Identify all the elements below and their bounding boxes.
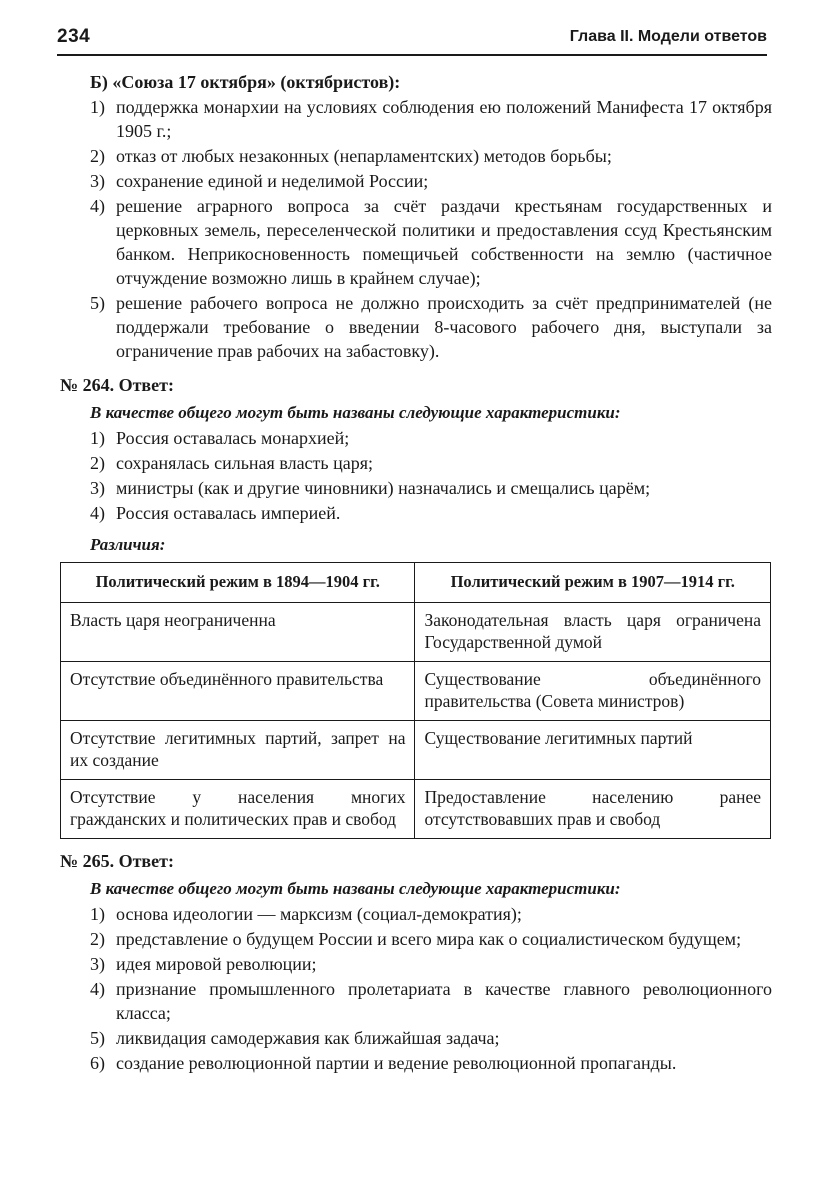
- list-item: [60, 426, 772, 450]
- table-cell: Отсутствие легитимных партий, запрет на их создание: [61, 721, 415, 780]
- item-number: 1): [90, 904, 105, 924]
- table-cell: Отсутствие у населения многих гражданских и политических прав и свобод: [61, 780, 415, 839]
- list-item: [60, 902, 772, 926]
- item-text: сохранение единой и неделимой России;: [116, 171, 429, 191]
- section-b-list: [60, 95, 772, 363]
- list-item: [60, 952, 772, 976]
- item-number: 3): [90, 171, 105, 191]
- list-item: [60, 1026, 772, 1050]
- section-b-heading: Б) «Союза 17 октября» (октябристов):: [90, 72, 401, 92]
- running-head: Глава II. Модели ответов: [569, 28, 767, 45]
- item-number: 4): [90, 979, 105, 999]
- item-number: 5): [90, 1028, 105, 1048]
- table-row: [61, 603, 771, 662]
- column-header: Политический режим в 1894—1904 гг.: [61, 563, 415, 603]
- list-item: [60, 927, 772, 951]
- table-row: [61, 662, 771, 721]
- item-number: 2): [90, 929, 105, 949]
- item-text: основа идеологии — марксизм (социал-демократия);: [116, 904, 522, 924]
- item-text: признание промышленного пролетариата в качестве главного революционного класса;: [116, 979, 772, 1023]
- table-cell: Отсутствие объединённого правительства: [61, 662, 415, 721]
- item-number: 2): [90, 146, 105, 166]
- page-header: [57, 26, 767, 56]
- answer-264-intro: В качестве общего могут быть названы следующие характеристики:: [90, 403, 621, 422]
- list-item: [60, 194, 772, 290]
- table-cell: Предоставление населению ранее отсутствовавших прав и свобод: [415, 780, 771, 839]
- page-content: [60, 70, 772, 1076]
- item-number: 3): [90, 954, 105, 974]
- item-number: 1): [90, 428, 105, 448]
- answer-265-list: [60, 902, 772, 1075]
- list-item: [60, 451, 772, 475]
- item-text: создание революционной партии и ведение революционной пропаганды.: [116, 1053, 677, 1073]
- item-number: 5): [90, 293, 105, 313]
- item-text: отказ от любых незаконных (непарламентских) методов борьбы;: [116, 146, 612, 166]
- answer-264-heading: № 264. Ответ:: [60, 375, 174, 395]
- table-cell: Существование легитимных партий: [415, 721, 771, 780]
- item-number: 3): [90, 478, 105, 498]
- list-item: [60, 977, 772, 1025]
- item-text: Россия оставалась монархией;: [116, 428, 350, 448]
- table-cell: Законодательная власть царя ограничена Государственной думой: [415, 603, 771, 662]
- table-cell: Власть царя неограниченна: [61, 603, 415, 662]
- answer-265-intro: В качестве общего могут быть названы следующие характеристики:: [90, 879, 621, 898]
- answer-265-heading: № 265. Ответ:: [60, 851, 174, 871]
- list-item: [60, 501, 772, 525]
- item-text: поддержка монархии на условиях соблюдения ею положений Манифеста 17 октября 1905 г.;: [116, 97, 772, 141]
- table-row: [61, 780, 771, 839]
- item-number: 1): [90, 97, 105, 117]
- table-header-row: [61, 563, 771, 603]
- list-item: [60, 1051, 772, 1075]
- item-number: 2): [90, 453, 105, 473]
- item-text: решение рабочего вопроса не должно происходить за счёт предпринимателей (не поддержали требование о введении 8-часового рабочего дня, выступали за ограничение прав рабочих на забастовку).: [116, 293, 772, 361]
- item-text: решение аграрного вопроса за счёт раздачи крестьянам государственных и церковных земель, переселенческой политики и предоставления ссуд Крестьянским банком. Неприкосновенность помещичьей собственности на землю (частичное отчуждение возможно лишь в крайнем случае);: [116, 196, 772, 288]
- item-text: ликвидация самодержавия как ближайшая задача;: [116, 1028, 500, 1048]
- item-number: 6): [90, 1053, 105, 1073]
- list-item: [60, 169, 772, 193]
- item-text: Россия оставалась империей.: [116, 503, 341, 523]
- table-row: [61, 721, 771, 780]
- header-rule: [57, 54, 767, 56]
- item-number: 4): [90, 196, 105, 216]
- comparison-table: [60, 562, 771, 839]
- item-number: 4): [90, 503, 105, 523]
- answer-264-list: [60, 426, 772, 525]
- item-text: идея мировой революции;: [116, 954, 317, 974]
- list-item: [60, 144, 772, 168]
- item-text: сохранялась сильная власть царя;: [116, 453, 374, 473]
- list-item: [60, 95, 772, 143]
- differences-label: Различия:: [90, 535, 166, 554]
- list-item: [60, 476, 772, 500]
- item-text: министры (как и другие чиновники) назначались и смещались царём;: [116, 478, 651, 498]
- column-header: Политический режим в 1907—1914 гг.: [415, 563, 771, 603]
- table-cell: Существование объединённого правительства (Совета министров): [415, 662, 771, 721]
- list-item: [60, 291, 772, 363]
- item-text: представление о будущем России и всего мира как о социалистическом будущем;: [116, 929, 742, 949]
- page-number: 234: [57, 26, 91, 47]
